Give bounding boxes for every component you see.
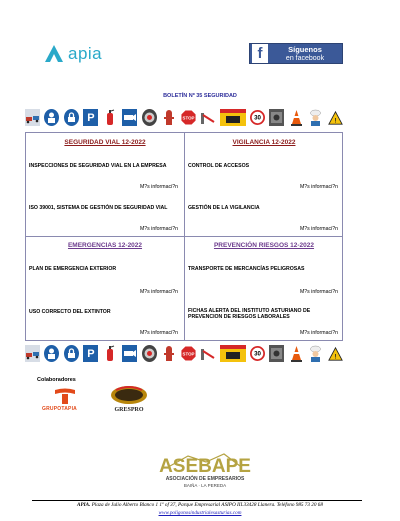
facebook-follow-label <box>268 45 342 63</box>
asebape-line1: ASOCIACIÓN DE EMPRESARIOS <box>165 476 245 482</box>
grid-divider-horizontal <box>26 236 342 237</box>
footer-website-link[interactable]: www.poligonosindustrialesasturias.com <box>158 510 242 516</box>
warning-banner-icon <box>220 345 246 362</box>
svg-text:!: ! <box>334 116 337 124</box>
facebook-follow-line1: Síguenos <box>288 44 322 54</box>
security-guard-icon <box>44 345 59 362</box>
item-transporte-mercancias[interactable]: TRANSPORTE DE MERCANCÍAS PELIGROSAS <box>188 266 305 272</box>
section-title-emergencias[interactable]: EMERGENCIAS 12-2022 <box>67 242 143 249</box>
facebook-icon: f <box>252 44 268 63</box>
footer-address <box>0 502 400 508</box>
fire-extinguisher-icon <box>103 109 118 126</box>
footer-divider <box>32 500 362 501</box>
footer-address-text: Plaza de Julio Alberto Blanco 1 1º of 37, Parque Empresarial ASIPO III.33428 Llanera. Teléfono 985 73 20 68 <box>90 502 323 508</box>
stop-sign-icon <box>181 109 196 126</box>
apia-logo <box>44 44 102 64</box>
security-guard-icon <box>44 109 59 126</box>
warning-triangle-icon <box>328 345 343 362</box>
lock-icon <box>64 345 79 362</box>
more-info-link[interactable]: M?s informaci?n <box>139 226 178 232</box>
apia-logo-icon <box>44 44 64 64</box>
parking-icon: P <box>83 109 98 126</box>
grespro-logo[interactable] <box>108 384 150 414</box>
section-title-seguridad-vial[interactable]: SEGURIDAD VIAL 12-2022 <box>64 139 146 146</box>
robot-icon <box>142 109 157 126</box>
svg-text:30: 30 <box>254 114 261 122</box>
icon-strip-top <box>25 107 343 128</box>
barrier-icon <box>200 109 215 126</box>
speed-limit-30-icon <box>250 109 265 126</box>
parking-icon: P <box>83 345 98 362</box>
crash-icon <box>25 345 40 362</box>
apia-logo-text: apia <box>68 44 103 63</box>
traffic-cone-icon <box>289 345 304 362</box>
item-fichas-alerta[interactable]: FICHAS ALERTA DEL INSTITUTO ASTURIANO DE PREVENCION DE RIESGOS LABORALES <box>188 308 311 320</box>
safe-icon <box>269 109 284 126</box>
collaborators-label: Colaboradores <box>37 377 76 383</box>
asebape-line2: BAIÑA · LA PEREDA <box>183 483 227 488</box>
surveillance-camera-icon <box>122 345 137 362</box>
item-control-accesos[interactable]: CONTROL DE ACCESOS <box>188 163 250 169</box>
item-gestion-vigilancia[interactable]: GESTIÓN DE LA VIGILANCIA <box>188 205 260 211</box>
more-info-link[interactable]: M?s informaci?n <box>299 330 338 336</box>
footer-org: APIA. <box>77 502 91 508</box>
speed-limit-30-icon <box>250 345 265 362</box>
facebook-follow-button[interactable] <box>249 43 343 64</box>
traffic-cone-icon <box>289 109 304 126</box>
warning-banner-icon <box>220 109 246 126</box>
more-info-link[interactable]: M?s informaci?n <box>299 184 338 190</box>
fire-extinguisher-icon <box>103 345 118 362</box>
more-info-link[interactable]: M?s informaci?n <box>299 226 338 232</box>
asebape-name: ASEBAPE <box>159 456 251 477</box>
grespro-name: GRESPRO <box>114 407 144 413</box>
crash-icon <box>25 109 40 126</box>
facebook-follow-line2: en facebook <box>285 54 325 62</box>
warning-triangle-icon <box>328 109 343 126</box>
more-info-link[interactable]: M?s informaci?n <box>299 289 338 295</box>
bulletin-grid <box>25 132 343 341</box>
chef-icon <box>308 345 323 362</box>
svg-text:!: ! <box>334 352 337 360</box>
item-inspecciones-seguridad-vial[interactable]: INSPECCIONES DE SEGURIDAD VIAL EN LA EMPRESA <box>29 163 167 169</box>
section-title-prevencion-riesgos[interactable]: PREVENCIÓN RIESGOS 12-2022 <box>213 242 315 249</box>
more-info-link[interactable]: M?s informaci?n <box>139 184 178 190</box>
asebape-logo[interactable] <box>150 452 260 492</box>
stop-sign-icon <box>181 345 196 362</box>
item-plan-emergencia-exterior[interactable]: PLAN DE EMERGENCIA EXTERIOR <box>29 266 117 272</box>
robot-icon <box>142 345 157 362</box>
safe-icon <box>269 345 284 362</box>
more-info-link[interactable]: M?s informaci?n <box>139 289 178 295</box>
chef-icon <box>308 109 323 126</box>
surveillance-camera-icon <box>122 109 137 126</box>
item-uso-correcto-extintor[interactable]: USO CORRECTO DEL EXTINTOR <box>29 309 111 315</box>
fire-hydrant-icon <box>161 345 176 362</box>
svg-text:STOP: STOP <box>182 115 195 121</box>
barrier-icon <box>200 345 215 362</box>
more-info-link[interactable]: M?s informaci?n <box>139 330 178 336</box>
svg-text:STOP: STOP <box>182 351 195 357</box>
svg-text:30: 30 <box>254 350 261 358</box>
bulletin-title: BOLETÍN Nº 35 SEGURIDAD <box>163 93 237 99</box>
icon-strip-bottom <box>25 343 343 364</box>
grupo-tapia-name: GRUPOTAPIA <box>42 406 77 412</box>
section-title-vigilancia[interactable]: VIGILANCIA 12-2022 <box>232 139 296 146</box>
fire-hydrant-icon <box>161 109 176 126</box>
item-iso-39001[interactable]: ISO 39001, SISTEMA DE GESTIÓN DE SEGURIDAD VIAL <box>29 205 168 211</box>
lock-icon <box>64 109 79 126</box>
